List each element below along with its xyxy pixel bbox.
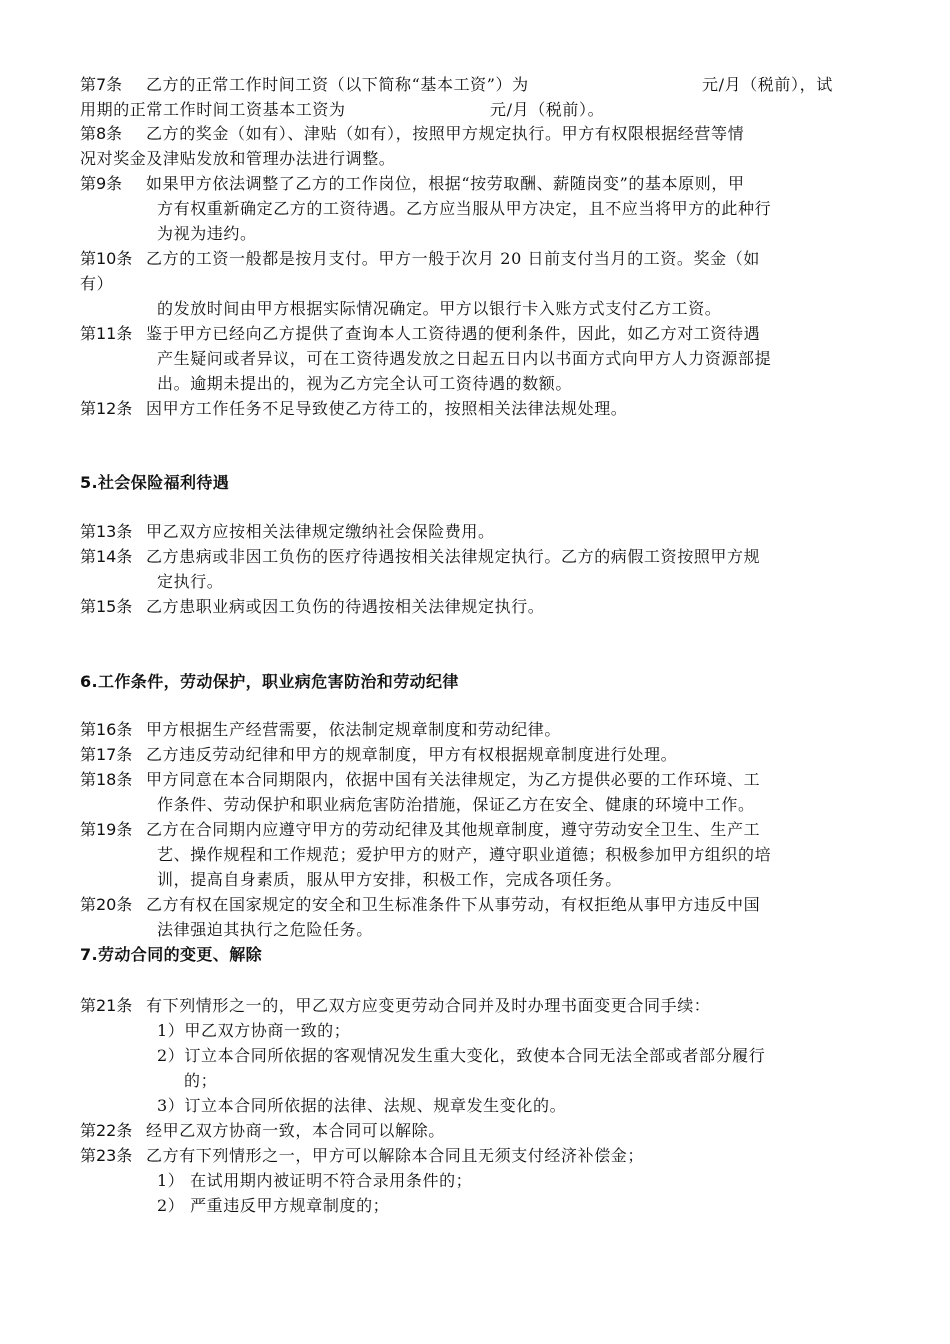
article-14-text-1: 乙方患病或非因工负伤的医疗待遇按相关法律规定执行。乙方的病假工资按照甲方规 [146,547,761,566]
article-number: 第14条 [80,547,133,566]
article-9-text-2: 方有权重新确定乙方的工资待遇。乙方应当服从甲方决定，且不应当将甲方的此种行 [157,199,772,218]
article-number: 第23条 [80,1146,133,1165]
article-number: 第13条 [80,522,133,541]
article-number: 第20条 [80,895,133,914]
article-19-text-2: 艺、操作规程和工作规范；爱护甲方的财产，遵守职业道德；积极参加甲方组织的培 [157,845,772,864]
article-19-text-1: 乙方在合同期内应遵守甲方的劳动纪律及其他规章制度，遵守劳动安全卫生、生产工 [146,820,761,839]
article-14-text-2: 定执行。 [157,572,224,591]
section-heading-5: 5.社会保险福利待遇 [80,473,230,492]
article-7-line-2b: 元/月（税前）。 [490,100,605,119]
article-18-text-1: 甲方同意在本合同期限内，依据中国有关法律规定，为乙方提供必要的工作环境、工 [146,770,761,789]
article-18-text-2: 作条件、劳动保护和职业病危害防治措施，保证乙方在安全、健康的环境中工作。 [157,795,755,814]
article-8-text-2: 况对奖金及津贴发放和管理办法进行调整。 [80,149,396,168]
article-20-text-2: 法律强迫其执行之危险任务。 [157,920,373,939]
article-7-line-1 [80,74,122,96]
article-number: 第11条 [80,324,133,343]
list-item: 2） 严重违反甲方规章制度的； [157,1196,390,1215]
article-number: 第17条 [80,745,133,764]
article-20-text-1: 乙方有权在国家规定的安全和卫生标准条件下从事劳动，有权拒绝从事甲方违反中国 [146,895,761,914]
article-number: 第21条 [80,996,133,1015]
section-heading-6: 6.工作条件，劳动保护，职业病危害防治和劳动纪律 [80,672,459,691]
article-number: 第18条 [80,770,133,789]
article-10-text-1: 乙方的工资一般都是按月支付。甲方一般于次月 20 日前支付当月的工资。奖金（如 [146,249,760,268]
article-9-text-1: 如果甲方依法调整了乙方的工作岗位，根据“按劳取酬、薪随岗变”的基本原则，甲 [146,174,745,193]
article-13-text: 甲乙双方应按相关法律规定缴纳社会保险费用。 [146,522,495,541]
article-number: 第19条 [80,820,133,839]
list-item: 1）甲乙双方协商一致的； [157,1021,351,1040]
article-number: 第15条 [80,597,133,616]
article-7-line-2a: 用期的正常工作时间工资基本工资为 [80,100,346,119]
list-item: 1） 在试用期内被证明不符合录用条件的； [157,1171,473,1190]
article-11-text-1: 鉴于甲方已经向乙方提供了查询本人工资待遇的便利条件，因此，如乙方对工资待遇 [146,324,761,343]
article-7-text-a: 乙方的正常工作时间工资（以下简称“基本工资”）为 [146,75,529,94]
article-8-text-1: 乙方的奖金（如有）、津贴（如有），按照甲方规定执行。甲方有权限根据经营等情 [146,124,745,143]
article-17-text: 乙方违反劳动纪律和甲方的规章制度，甲方有权根据规章制度进行处理。 [146,745,678,764]
article-10-text-2: 有） [80,274,114,293]
section-heading-7: 7.劳动合同的变更、解除 [80,945,263,964]
article-23-text: 乙方有下列情形之一，甲方可以解除本合同且无须支付经济补偿金； [146,1146,645,1165]
article-10-text-3: 的发放时间由甲方根据实际情况确定。甲方以银行卡入账方式支付乙方工资。 [157,299,722,318]
article-number: 第7条 [80,75,123,94]
article-22-text: 经甲乙双方协商一致，本合同可以解除。 [146,1121,445,1140]
article-16-text: 甲方根据生产经营需要，依法制定规章制度和劳动纪律。 [146,720,562,739]
list-item-continued: 的； [184,1071,218,1090]
article-number: 第12条 [80,399,133,418]
article-11-text-3: 出。逾期未提出的，视为乙方完全认可工资待遇的数额。 [157,374,573,393]
article-15-text: 乙方患职业病或因工负伤的待遇按相关法律规定执行。 [146,597,545,616]
article-11-text-2: 产生疑问或者异议，可在工资待遇发放之日起五日内以书面方式向甲方人力资源部提 [157,349,772,368]
list-item: 2）订立本合同所依据的客观情况发生重大变化，致使本合同无法全部或者部分履行 [157,1046,766,1065]
article-number: 第22条 [80,1121,133,1140]
list-item: 3）订立本合同所依据的法律、法规、规章发生变化的。 [157,1096,567,1115]
article-21-text: 有下列情形之一的，甲乙双方应变更劳动合同并及时办理书面变更合同手续： [146,996,711,1015]
article-12-text: 因甲方工作任务不足导致使乙方待工的，按照相关法律法规处理。 [146,399,628,418]
article-9-text-3: 为视为违约。 [157,224,257,243]
article-7-text-b: 元/月（税前），试 [702,75,833,94]
article-number: 第16条 [80,720,133,739]
article-19-text-3: 训，提高自身素质，服从甲方安排，积极工作，完成各项任务。 [157,870,622,889]
article-number: 第9条 [80,174,123,193]
article-number: 第10条 [80,249,133,268]
article-number: 第8条 [80,124,123,143]
